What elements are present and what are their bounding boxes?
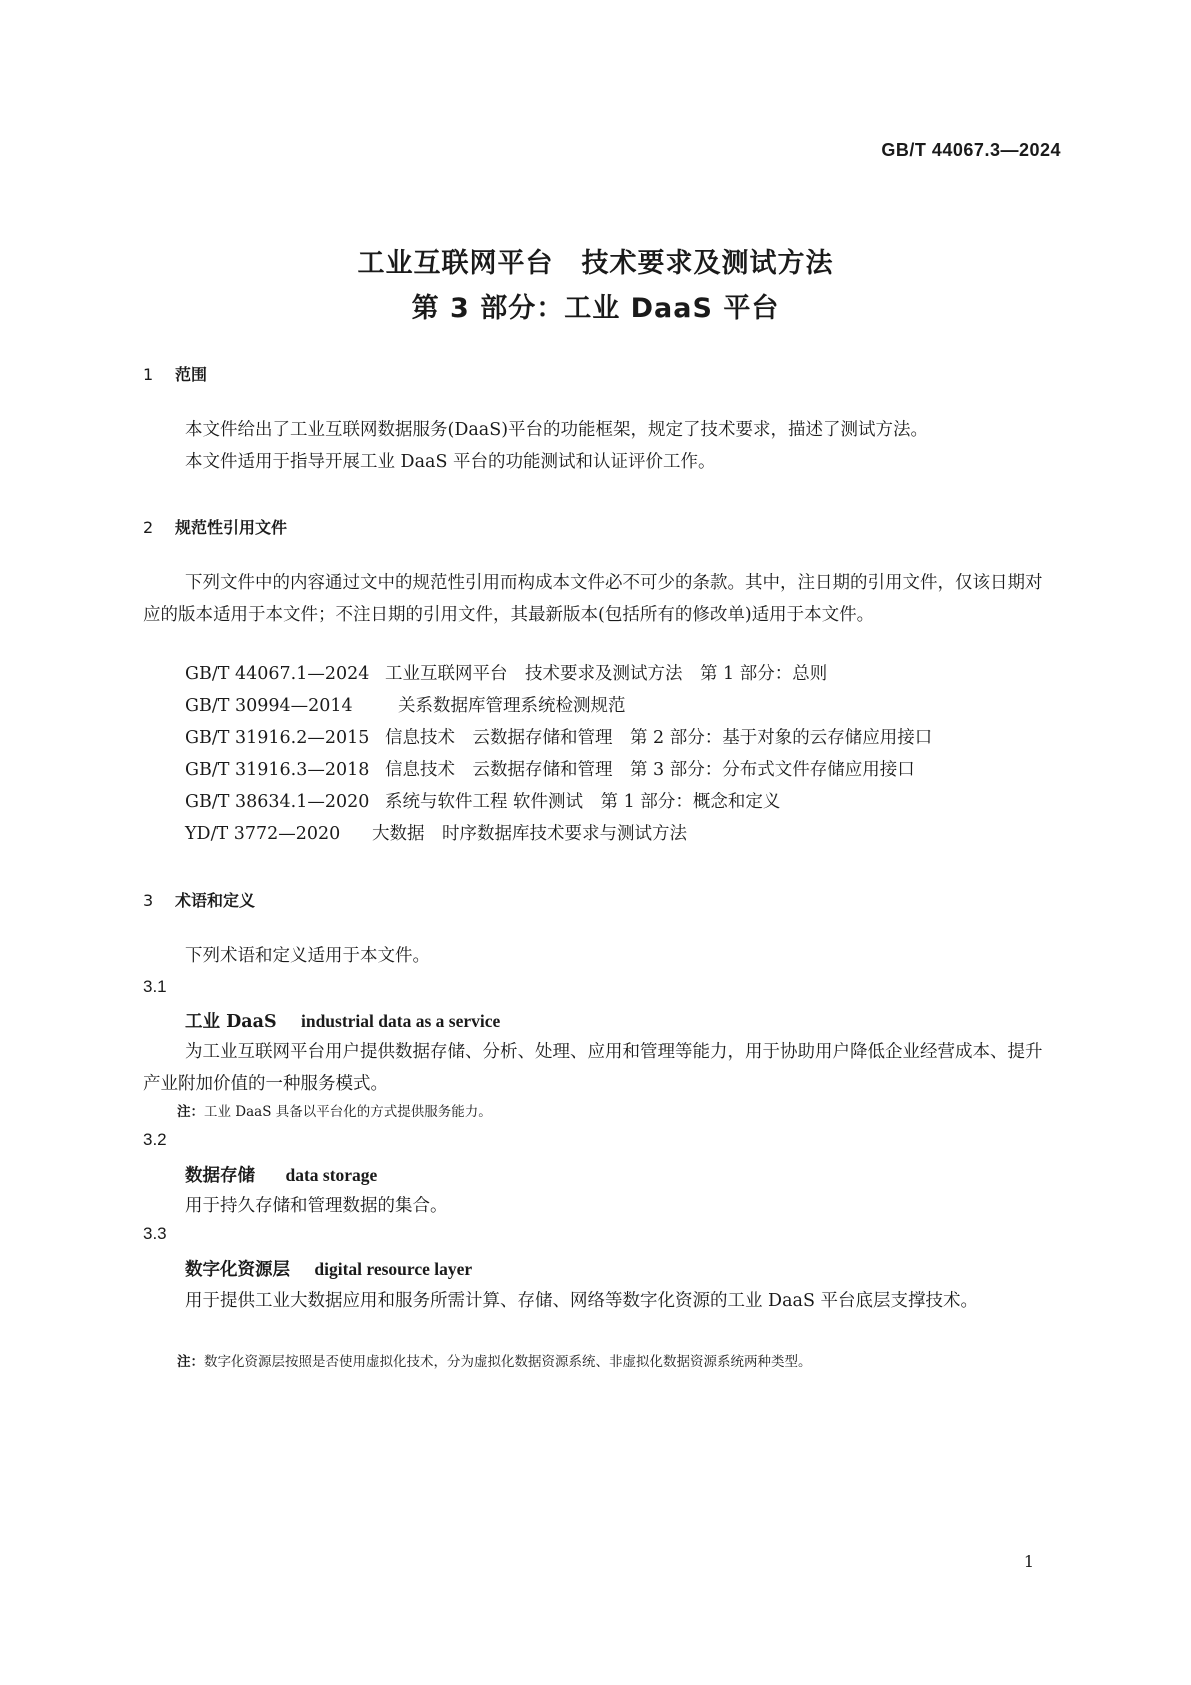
reference-title: 信息技术 云数据存储和管理 第 2 部分：基于对象的云存储应用接口	[385, 728, 933, 748]
term-note	[177, 1100, 492, 1120]
reference-code: GB/T 31916.2—2015	[185, 728, 370, 748]
term-definition: 用于持久存储和管理数据的集合。	[185, 1196, 448, 1216]
reference-item	[185, 692, 626, 717]
reference-item	[185, 724, 932, 749]
note-text: 数字化资源层按照是否使用虚拟化技术，分为虚拟化数据资源系统、非虚拟化数据资源系统两种类型。	[204, 1354, 812, 1370]
scope-paragraph-1: 本文件给出了工业互联网数据服务(DaaS)平台的功能框架，规定了技术要求，描述了测试方法。	[185, 420, 929, 440]
section-3-heading	[143, 888, 255, 911]
page-number: 1	[1023, 1552, 1034, 1571]
term-note	[177, 1350, 812, 1370]
reference-title: 关系数据库管理系统检测规范	[398, 696, 626, 716]
term-zh: 工业 DaaS	[185, 1012, 277, 1032]
reference-code: YD/T 3772—2020	[185, 824, 341, 844]
section-title: 范围	[175, 365, 208, 384]
reference-title: 信息技术 云数据存储和管理 第 3 部分：分布式文件存储应用接口	[385, 760, 915, 780]
term-heading	[185, 1162, 377, 1187]
section-number: 1	[143, 365, 154, 384]
term-number: 3.2	[143, 1130, 167, 1149]
note-label: 注：	[177, 1104, 204, 1120]
reference-code: GB/T 44067.1—2024	[185, 664, 370, 684]
document-title-line1: 工业互联网平台 技术要求及测试方法	[357, 248, 834, 279]
section-number: 3	[143, 891, 154, 910]
term-en: data storage	[285, 1165, 378, 1185]
term-en: digital resource layer	[314, 1259, 473, 1279]
term-zh: 数字化资源层	[185, 1260, 290, 1280]
reference-code: GB/T 38634.1—2020	[185, 792, 370, 812]
note-text: 工业 DaaS 具备以平台化的方式提供服务能力。	[204, 1104, 492, 1120]
reference-title: 工业互联网平台 技术要求及测试方法 第 1 部分：总则	[385, 664, 828, 684]
term-en: industrial data as a service	[300, 1011, 501, 1031]
note-label: 注：	[177, 1354, 204, 1370]
reference-item	[185, 660, 827, 685]
reference-title: 大数据 时序数据库技术要求与测试方法	[372, 824, 687, 844]
document-title-line2: 第 3 部分：工业 DaaS 平台	[411, 293, 780, 324]
reference-code: GB/T 30994—2014	[185, 696, 353, 716]
reference-item	[185, 820, 687, 845]
term-definition: 用于提供工业大数据应用和服务所需计算、存储、网络等数字化资源的工业 DaaS 平台底层支撑技术。	[185, 1291, 979, 1311]
reference-title: 系统与软件工程 软件测试 第 1 部分：概念和定义	[385, 792, 781, 812]
term-number: 3.3	[143, 1224, 167, 1243]
term-heading	[185, 1256, 472, 1281]
term-zh: 数据存储	[185, 1166, 255, 1186]
term-definition: 为工业互联网平台用户提供数据存储、分析、处理、应用和管理等能力，用于协助用户降低企业经营成本、提升产业附加价值的一种服务模式。	[143, 1042, 1043, 1094]
section-title: 规范性引用文件	[175, 518, 288, 537]
normative-intro: 下列文件中的内容通过文中的规范性引用而构成本文件必不可少的条款。其中，注日期的引用文件，仅该日期对应的版本适用于本文件；不注日期的引用文件，其最新版本(包括所有的修改单)适用于本文件。	[143, 573, 1043, 625]
document-code: GB/T 44067.3—2024	[881, 140, 1061, 160]
section-title: 术语和定义	[175, 891, 256, 910]
terms-intro: 下列术语和定义适用于本文件。	[185, 946, 430, 966]
section-number: 2	[143, 518, 154, 537]
section-2-heading	[143, 515, 287, 538]
reference-code: GB/T 31916.3—2018	[185, 760, 370, 780]
term-number: 3.1	[143, 977, 167, 996]
reference-item	[185, 788, 780, 813]
scope-paragraph-2: 本文件适用于指导开展工业 DaaS 平台的功能测试和认证评价工作。	[185, 452, 716, 472]
term-heading	[185, 1008, 500, 1033]
reference-item	[185, 756, 915, 781]
section-1-heading	[143, 362, 207, 385]
